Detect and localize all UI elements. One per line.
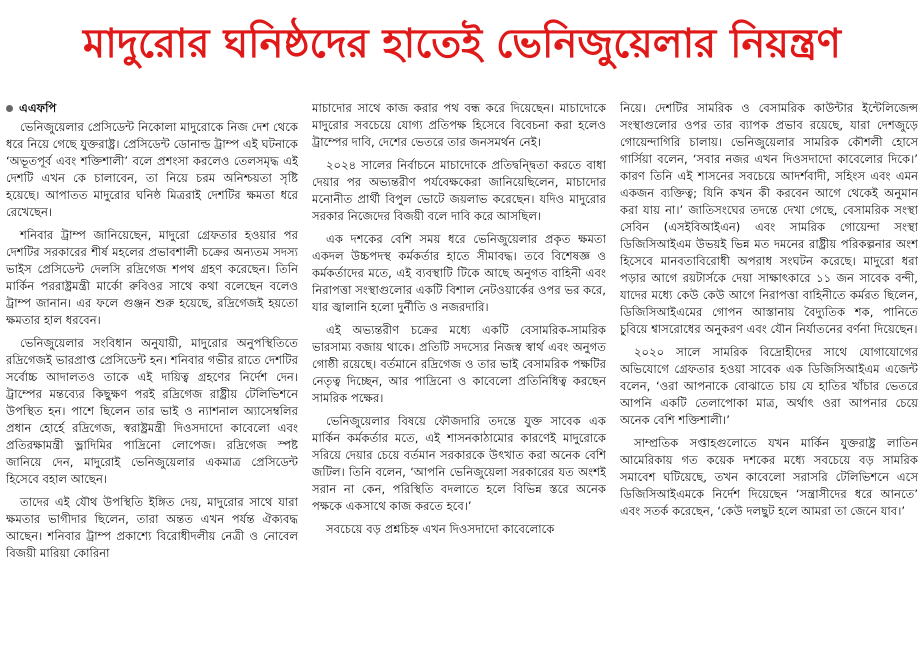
paragraph: ২০২০ সালে সামরিক বিদ্রোহীদের সাথে যোগাযোগের অভিযোগে গ্রেফতার হওয়া সাবেক এক ডিজিসিআইএম এজেন্ট বলেন, ‘ওরা আপনাকে বোঝাতে চায় যে হাতির খাঁচার ভেতরে আপনি একটি তেলাপোকা মাত্র, অর্থাৎ ওরা আপনার চেয়ে অনেক বেশি শক্তিশালী।’ bbox=[620, 345, 918, 427]
paragraph: ভেনিজুয়েলার বিষয়ে ফৌজদারি তদন্তে যুক্ত সাবেক এক মার্কিন কর্মকর্তার মতে, এই শাসনকাঠামোর কারণেই মাদুরোকে সরিয়ে দেয়ার চেয়ে বর্তমান সরকারকে উৎখাত করা অনেক বেশি জটিল। তিনি বলেন, ‘আপনি ভেনিজুয়েলা সরকারের যত অংশই সরান না কেন, পরিস্থিতি বদলাতে হলে বিভিন্ন স্তরে অনেক পক্ষকে একসাথে কাজ করতে হবে।’ bbox=[312, 414, 606, 513]
paragraph: এক দশকের বেশি সময় ধরে ভেনিজুয়েলার প্রকৃত ক্ষমতা একদল উচ্চপদস্থ কর্মকর্তার হাতে সীমাবদ্ধ। তবে বিশেষজ্ঞ ও কর্মকর্তাদের মতে, এই ব্যবস্থাটি টিকে আছে অনুগত বাহিনী এবং নিরাপত্তা সংস্থাগুলোর একটি বিশাল নেটওয়ার্কের ওপর ভর করে, যার জ্বালানি হলো দুর্নীতি ও নজরদারি। bbox=[312, 232, 606, 314]
paragraph: ভেনিজুয়েলার প্রেসিডেন্ট নিকোলা মাদুরোকে নিজ দেশ থেকে ধরে নিয়ে গেছে যুক্তরাষ্ট্র। প্রেসিডেন্ট ডোনাল্ড ট্রাম্প এই ঘটনাকে ‘অভূতপূর্ব এবং শক্তিশালী’ বলে প্রশংসা করলেও তেলসমৃদ্ধ এই দেশটি এখন কে চালাবেন, তা নিয়ে চরম অনিশ্চয়তা সৃষ্টি হয়েছে। আপাতত মাদুরোর ঘনিষ্ঠ মিত্ররাই দেশটির ক্ষমতা ধরে রেখেছেন। bbox=[6, 120, 298, 219]
bullet-icon bbox=[6, 105, 13, 112]
headline: মাদুরোর ঘনিষ্ঠদের হাতেই ভেনিজুয়েলার নিয়ন্ত্রণ bbox=[83, 20, 841, 67]
paragraph: শনিবার ট্রাম্প জানিয়েছেন, মাদুরো গ্রেফতার হওয়ার পর দেশটির সরকারের শীর্ষ মহলের প্রভাবশালী চক্রের অন্যতম সদস্য ভাইস প্রেসিডেন্ট দেলসি রদ্রিগেজ শপথ গ্রহণ করেছেন। তিনি মার্কিন পররাষ্ট্রমন্ত্রী মার্কো রুবিওর সাথে কথা বলেছেন বলেও ট্রাম্প জানান। এর ফলে গুঞ্জন শুরু হয়েছে, রদ্রিগেজই হয়তো ক্ষমতার হাল ধরবেন। bbox=[6, 228, 298, 327]
byline bbox=[6, 100, 298, 117]
paragraph: ২০২৪ সালের নির্বাচনে মাচাদোকে প্রতিদ্বন্দ্বিতা করতে বাধা দেয়ার পর অভ্যন্তরীণ পর্যবেক্ষকেরা জানিয়েছিলেন, মাচাদোর মনোনীত প্রার্থী বিপুল ভোটে জয়লাভ করেছেন। যদিও মাদুরোর সরকার নিজেদের বিজয়ী বলে দাবি করে আসছিল। bbox=[312, 158, 606, 223]
paragraph: এই অভ্যন্তরীণ চক্রের মধ্যে একটি বেসামরিক-সামরিক ভারসাম্য বজায় থাকে। প্রতিটি সদস্যের নিজস্ব স্বার্থ এবং অনুগত গোষ্ঠী রয়েছে। বর্তমানে রদ্রিগেজ ও তার ভাই বেসামরিক পক্ষটির নেতৃত্ব দিচ্ছেন, আর পাদ্রিনো ও কাবেলো প্রতিনিধিত্ব করছেন সামরিক পক্ষের। bbox=[312, 323, 606, 405]
article-column-1 bbox=[6, 100, 298, 652]
paragraph: ভেনিজুয়েলার সংবিধান অনুযায়ী, মাদুরোর অনুপস্থিতিতে রদ্রিগেজই ভারপ্রাপ্ত প্রেসিডেন্ট হন। শনিবার গভীর রাতে দেশটির সর্বোচ্চ আদালতও তাকে এই দায়িত্ব গ্রহণের নির্দেশ দেন। ট্রাম্পের মন্তব্যের কিছুক্ষণ পরই রদ্রিগেজ রাষ্ট্রীয় টেলিভিশনে উপস্থিত হন। পাশে ছিলেন তার ভাই ও ন্যাশনাল অ্যাসেম্বলির প্রধান হোর্হে রদ্রিগেজ, স্বরাষ্ট্রমন্ত্রী দিওসদাদো কাবেলো এবং প্রতিরক্ষামন্ত্রী ভ্লাদিমির পাদ্রিনো লোপেজ। রদ্রিগেজ স্পষ্ট জানিয়ে দেন, মাদুরোই ভেনিজুয়েলার একমাত্র প্রেসিডেন্ট হিসেবে বহাল আছেন। bbox=[6, 336, 298, 486]
paragraph: তাদের এই যৌথ উপস্থিতি ইঙ্গিত দেয়, মাদুরোর সাথে যারা ক্ষমতার ভাগীদার ছিলেন, তারা অন্তত এখন পর্যন্ত ঐক্যবদ্ধ আছেন। শনিবার ট্রাম্প প্রকাশ্যে বিরোধীদলীয় নেত্রী ও নোবেল বিজয়ী মারিয়া কোরিনা bbox=[6, 495, 298, 560]
paragraph: সাম্প্রতিক সপ্তাহগুলোতে যখন মার্কিন যুক্তরাষ্ট্র লাতিন আমেরিকায় গত কয়েক দশকের মধ্যে সবচেয়ে বড় সামরিক সমাবেশ ঘটিয়েছে, তখন কাবেলো সরাসরি টেলিভিশনে এসে ডিজিসিআইএমকে নির্দেশ দিয়েছেন ‘সন্ত্রাসীদের ধরে আনতে’ এবং সতর্ক করেছেন, ‘কেউ দলছুট হলে আমরা তা জেনে যাব।’ bbox=[620, 436, 918, 518]
paragraph: মাচাদোর সাথে কাজ করার পথ বন্ধ করে দিয়েছেন। মাচাদোকে মাদুরোর সবচেয়ে যোগ্য প্রতিপক্ষ হিসেবে বিবেচনা করা হলেও ট্রাম্পের দাবি, দেশের ভেতরে তার জনসমর্থন নেই। bbox=[312, 101, 606, 149]
article-column-2 bbox=[312, 100, 606, 652]
paragraph: নিয়ে। দেশটির সামরিক ও বেসামরিক কাউন্টার ইন্টেলিজেন্স সংস্থাগুলোর ওপর তার ব্যাপক প্রভাব রয়েছে, যারা দেশজুড়ে গোয়েন্দাগিরি চালায়। ভেনিজুয়েলার সামরিক কৌশলী হোসে গার্সিয়া বলেন, ‘সবার নজর এখন দিওসদাদো কাবেলোর দিকে।’ কারণ তিনি এই শাসনের সবচেয়ে আদর্শবাদী, সহিংস এবং এমন একজন ব্যক্তিত্ব; যিনি কখন কী করবেন আগে থেকেই অনুমান করা যায় না।’ জাতিসংঘের তদন্তে দেখা গেছে, বেসামরিক সংস্থা সেবিন (এসইবিআইএন) এবং সামরিক গোয়েন্দা সংস্থা ডিজিসিআইএম উভয়ই ভিন্ন মত দমনের রাষ্ট্রীয় পরিকল্পনার অংশ হিসেবে মানবতাবিরোধী অপরাধ সংঘটন করেছে। মাদুরো ধরা পড়ার আগে রয়টার্সকে দেয়া সাক্ষাৎকারে ১১ জন সাবেক বন্দী, যাদের মধ্যে কেউ কেউ আগে নিরাপত্তা বাহিনীতে কর্মরত ছিলেন, ডিজিসিআইএমের গোপন আস্তানায় বৈদ্যুতিক শক, পানিতে চুবিয়ে শ্বাসরোধের অনুকরণ এবং যৌন নির্যাতনের বর্ণনা দিয়েছেন। bbox=[620, 101, 918, 336]
paragraph: সবচেয়ে বড় প্রশ্নচিহ্ন এখন দিওসদাদো কাবেলোকে bbox=[326, 522, 555, 536]
article-column-3 bbox=[620, 100, 918, 652]
byline-text: এএফপি bbox=[19, 101, 57, 115]
